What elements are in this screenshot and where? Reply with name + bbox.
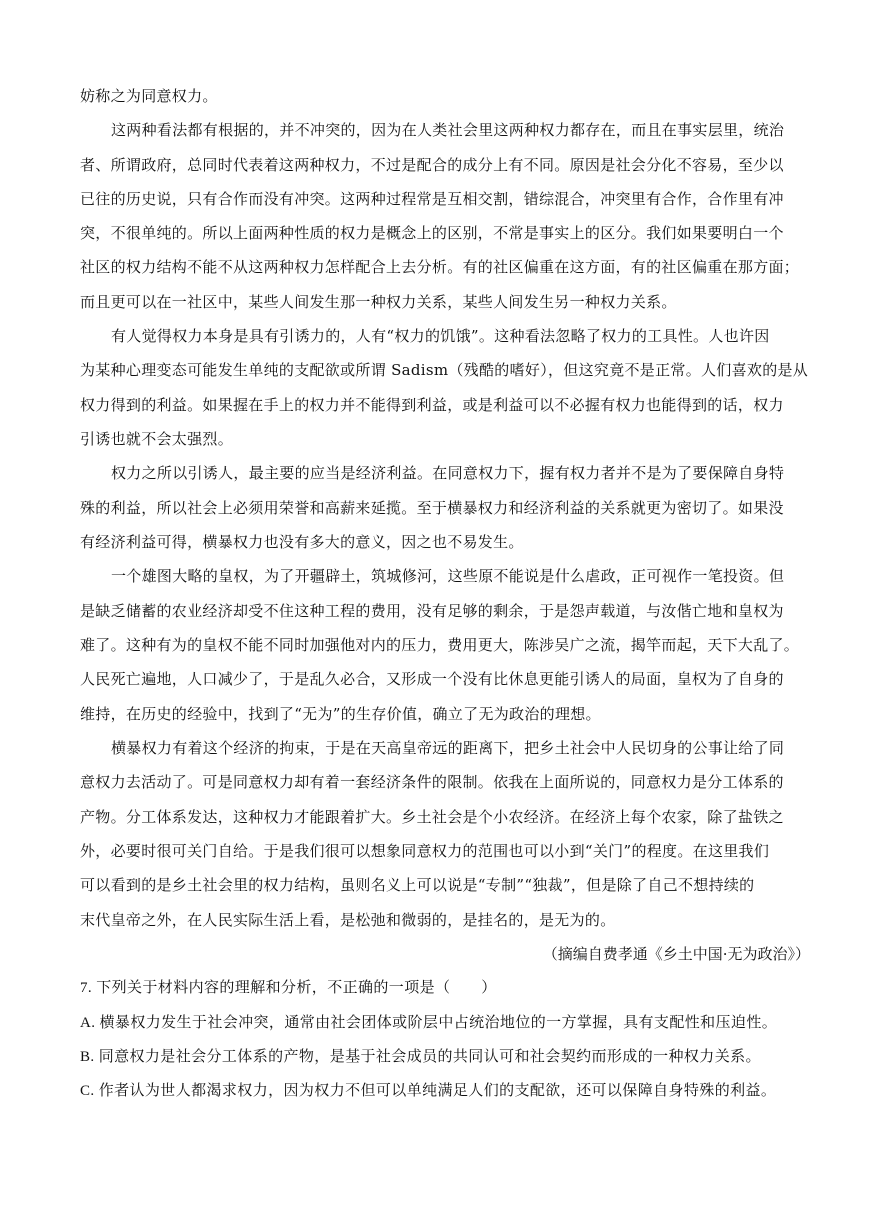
paragraph-line: 一个雄图大略的皇权，为了开疆辟土，筑城修河，这些原不能说是什么虐政，正可视作一笔投资。但 xyxy=(111,567,785,585)
paragraph-line: 权力之所以引诱人，最主要的应当是经济利益。在同意权力下，握有权力者并不是为了要保障自身特 xyxy=(111,464,785,482)
paragraph-line: 产物。分工体系发达，这种权力才能跟着扩大。乡土社会是个小农经济。在经济上每个农家，除了盐铁之 xyxy=(80,808,784,826)
paragraph-line: 而且更可以在一社区中，某些人间发生那一种权力关系，某些人间发生另一种权力关系。 xyxy=(80,293,677,311)
paragraph-line: 为某种心理变态可能发生单纯的支配欲或所谓 Sadism（残酷的嗜好），但这究竟不是正常。人们喜欢的是从 xyxy=(80,361,809,379)
paragraph-line: 维持，在历史的经验中，找到了“无为”的生存价值，确立了无为政治的理想。 xyxy=(80,705,601,723)
option-c: C. 作者认为世人都渴求权力，因为权力不但可以单纯满足人们的支配欲，还可以保障自身特殊的利益。 xyxy=(80,1083,777,1099)
paragraph-line: 外，必要时很可关门自给。于是我们很可以想象同意权力的范围也可以小到“关门”的程度。在这里我们 xyxy=(80,842,770,860)
paragraph-line: 妨称之为同意权力。 xyxy=(80,87,218,105)
paragraph-line: 是缺乏储蓄的农业经济却受不住这种工程的费用，没有足够的剩余，于是怨声载道，与汝偕亡地和皇权为 xyxy=(80,602,784,620)
paragraph-line: 这两种看法都有根据的，并不冲突的，因为在人类社会里这两种权力都存在，而且在事实层里，统治 xyxy=(111,121,785,139)
paragraph-line: 权力得到的利益。如果握在手上的权力并不能得到利益，或是利益可以不必握有权力也能得到的话，权力 xyxy=(80,396,784,414)
paragraph-line: 者、所谓政府，总同时代表着这两种权力，不过是配合的成分上有不同。原因是社会分化不容易，至少以 xyxy=(80,156,784,174)
paragraph-line: 意权力去活动了。可是同意权力却有着一套经济条件的限制。依我在上面所说的，同意权力是分工体系的 xyxy=(80,773,784,791)
paragraph-line: 突，不很单纯的。所以上面两种性质的权力是概念上的区别，不常是事实上的区分。我们如果要明白一个 xyxy=(80,224,784,242)
paragraph-line: 难了。这种有为的皇权不能不同时加强他对内的压力，费用更大，陈涉吴广之流，揭竿而起，天下大乱了。 xyxy=(80,636,800,654)
paragraph-line: 殊的利益，所以社会上必须用荣誉和高薪来延揽。至于横暴权力和经济利益的关系就更为密切了。如果没 xyxy=(80,499,784,517)
option-b: B. 同意权力是社会分工体系的产物，是基于社会成员的共同认可和社会契约而形成的一种权力关系。 xyxy=(80,1049,761,1065)
paragraph-line: 有人觉得权力本身是具有引诱力的，人有“权力的饥饿”。这种看法忽略了权力的工具性。人也许因 xyxy=(111,327,770,345)
paragraph-line: 有经济利益可得，横暴权力也没有多大的意义，因之也不易发生。 xyxy=(80,533,524,551)
paragraph-line: 人民死亡遍地，人口减少了，于是乱久必合，又形成一个没有比休息更能引诱人的局面，皇权为了自身的 xyxy=(80,670,784,688)
paragraph-line: 可以看到的是乡土社会里的权力结构，虽则名义上可以说是“专制”“独裁”，但是除了自己不想持续的 xyxy=(80,876,755,894)
source-citation: （摘编自费孝通《乡土中国·无为政治》） xyxy=(542,945,810,963)
paragraph-line: 末代皇帝之外，在人民实际生活上看，是松弛和微弱的，是挂名的，是无为的。 xyxy=(80,911,616,929)
option-a: A. 横暴权力发生于社会冲突，通常由社会团体或阶层中占统治地位的一方掌握，具有支配性和压迫性。 xyxy=(80,1015,778,1031)
paragraph-line: 社区的权力结构不能不从这两种权力怎样配合上去分析。有的社区偏重在这方面，有的社区偏重在那方面； xyxy=(80,258,800,276)
paragraph-line: 横暴权力有着这个经济的拘束，于是在天高皇帝远的距离下，把乡土社会中人民切身的公事让给了同 xyxy=(111,739,785,757)
paragraph-line: 已往的历史说，只有合作而没有冲突。这两种过程常是互相交割，错综混合，冲突里有合作，合作里有冲 xyxy=(80,190,784,208)
paragraph-line: 引诱也就不会太强烈。 xyxy=(80,430,234,448)
question-stem: 7. 下列关于材料内容的理解和分析，不正确的一项是（ ） xyxy=(80,980,497,996)
